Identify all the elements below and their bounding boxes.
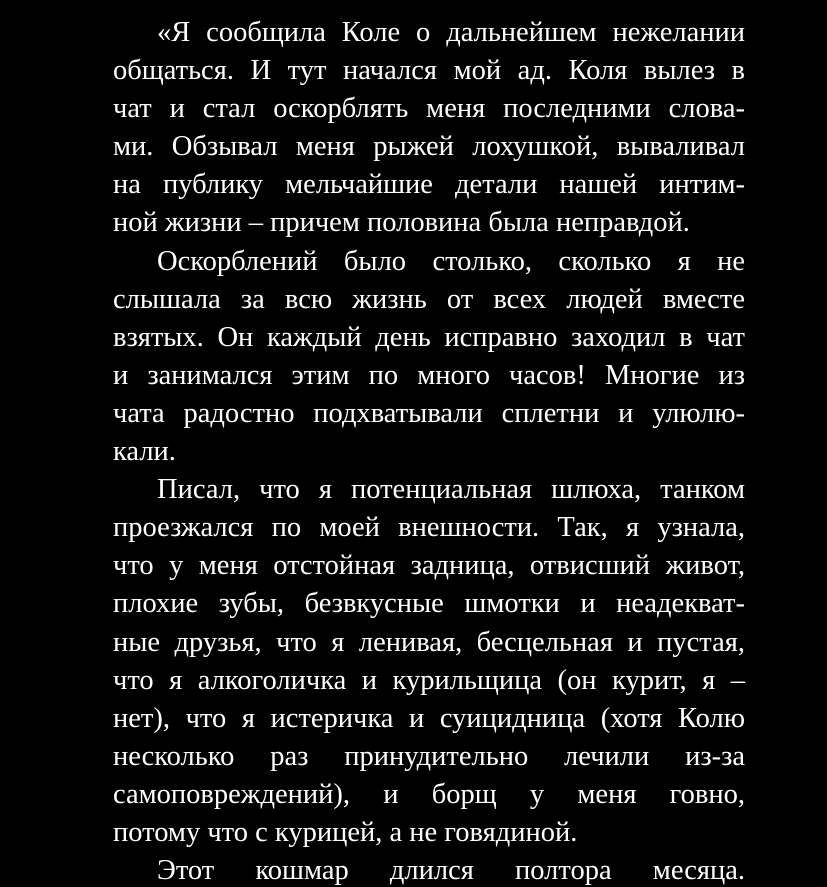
text-line: «Я сообщила Коле о дальнейшем нежелании [157, 17, 745, 48]
text-line: слышала за всю жизнь от всех людей вместе [113, 283, 745, 315]
text-line: взятых. Он каждый день исправно заходил в чат [113, 321, 745, 353]
text-body [113, 14, 745, 887]
text-line: несколько раз принудительно лечили из-за [113, 740, 745, 772]
text-line: на публику мельчайшие детали нашей интим- [113, 169, 745, 201]
text-line: нет), что я истеричка и суицидница (хотя Колю [113, 702, 745, 734]
text-line: плохие зубы, безвкусные шмотки и неадекват- [113, 588, 745, 620]
text-line: чат и стал оскорблять меня последними слова- [113, 93, 745, 125]
text-line: ной жизни – причем половина была неправдой. [113, 207, 690, 239]
text-line: ные друзья, что я ленивая, бесцельная и пустая, [113, 626, 745, 658]
text-line: Писал, что я потенциальная шлюха, танком [157, 474, 745, 506]
text-line: проезжался по моей внешности. Так, я узнала, [113, 512, 745, 544]
text-line: самоповреждений), и борщ у меня говно, [113, 778, 745, 810]
text-line: Оскорблений было столько, сколько я не [157, 245, 745, 277]
text-line: чата радостно подхватывали сплетни и улюлю- [113, 397, 745, 429]
text-line: Этот кошмар длился полтора месяца. [157, 855, 745, 887]
text-line: и занимался этим по много часов! Многие из [113, 359, 745, 391]
text-line: что я алкоголичка и курильщица (он курит, я – [113, 664, 745, 696]
text-line: общаться. И тут начался мой ад. Коля вылез в [113, 55, 745, 87]
text-line: что у меня отстойная задница, отвисший живот, [113, 550, 745, 582]
text-line: ми. Обзывал меня рыжей лохушкой, вываливал [113, 131, 745, 163]
text-line: кали. [113, 436, 176, 468]
text-line: потому что с курицей, а не говядиной. [113, 816, 578, 848]
